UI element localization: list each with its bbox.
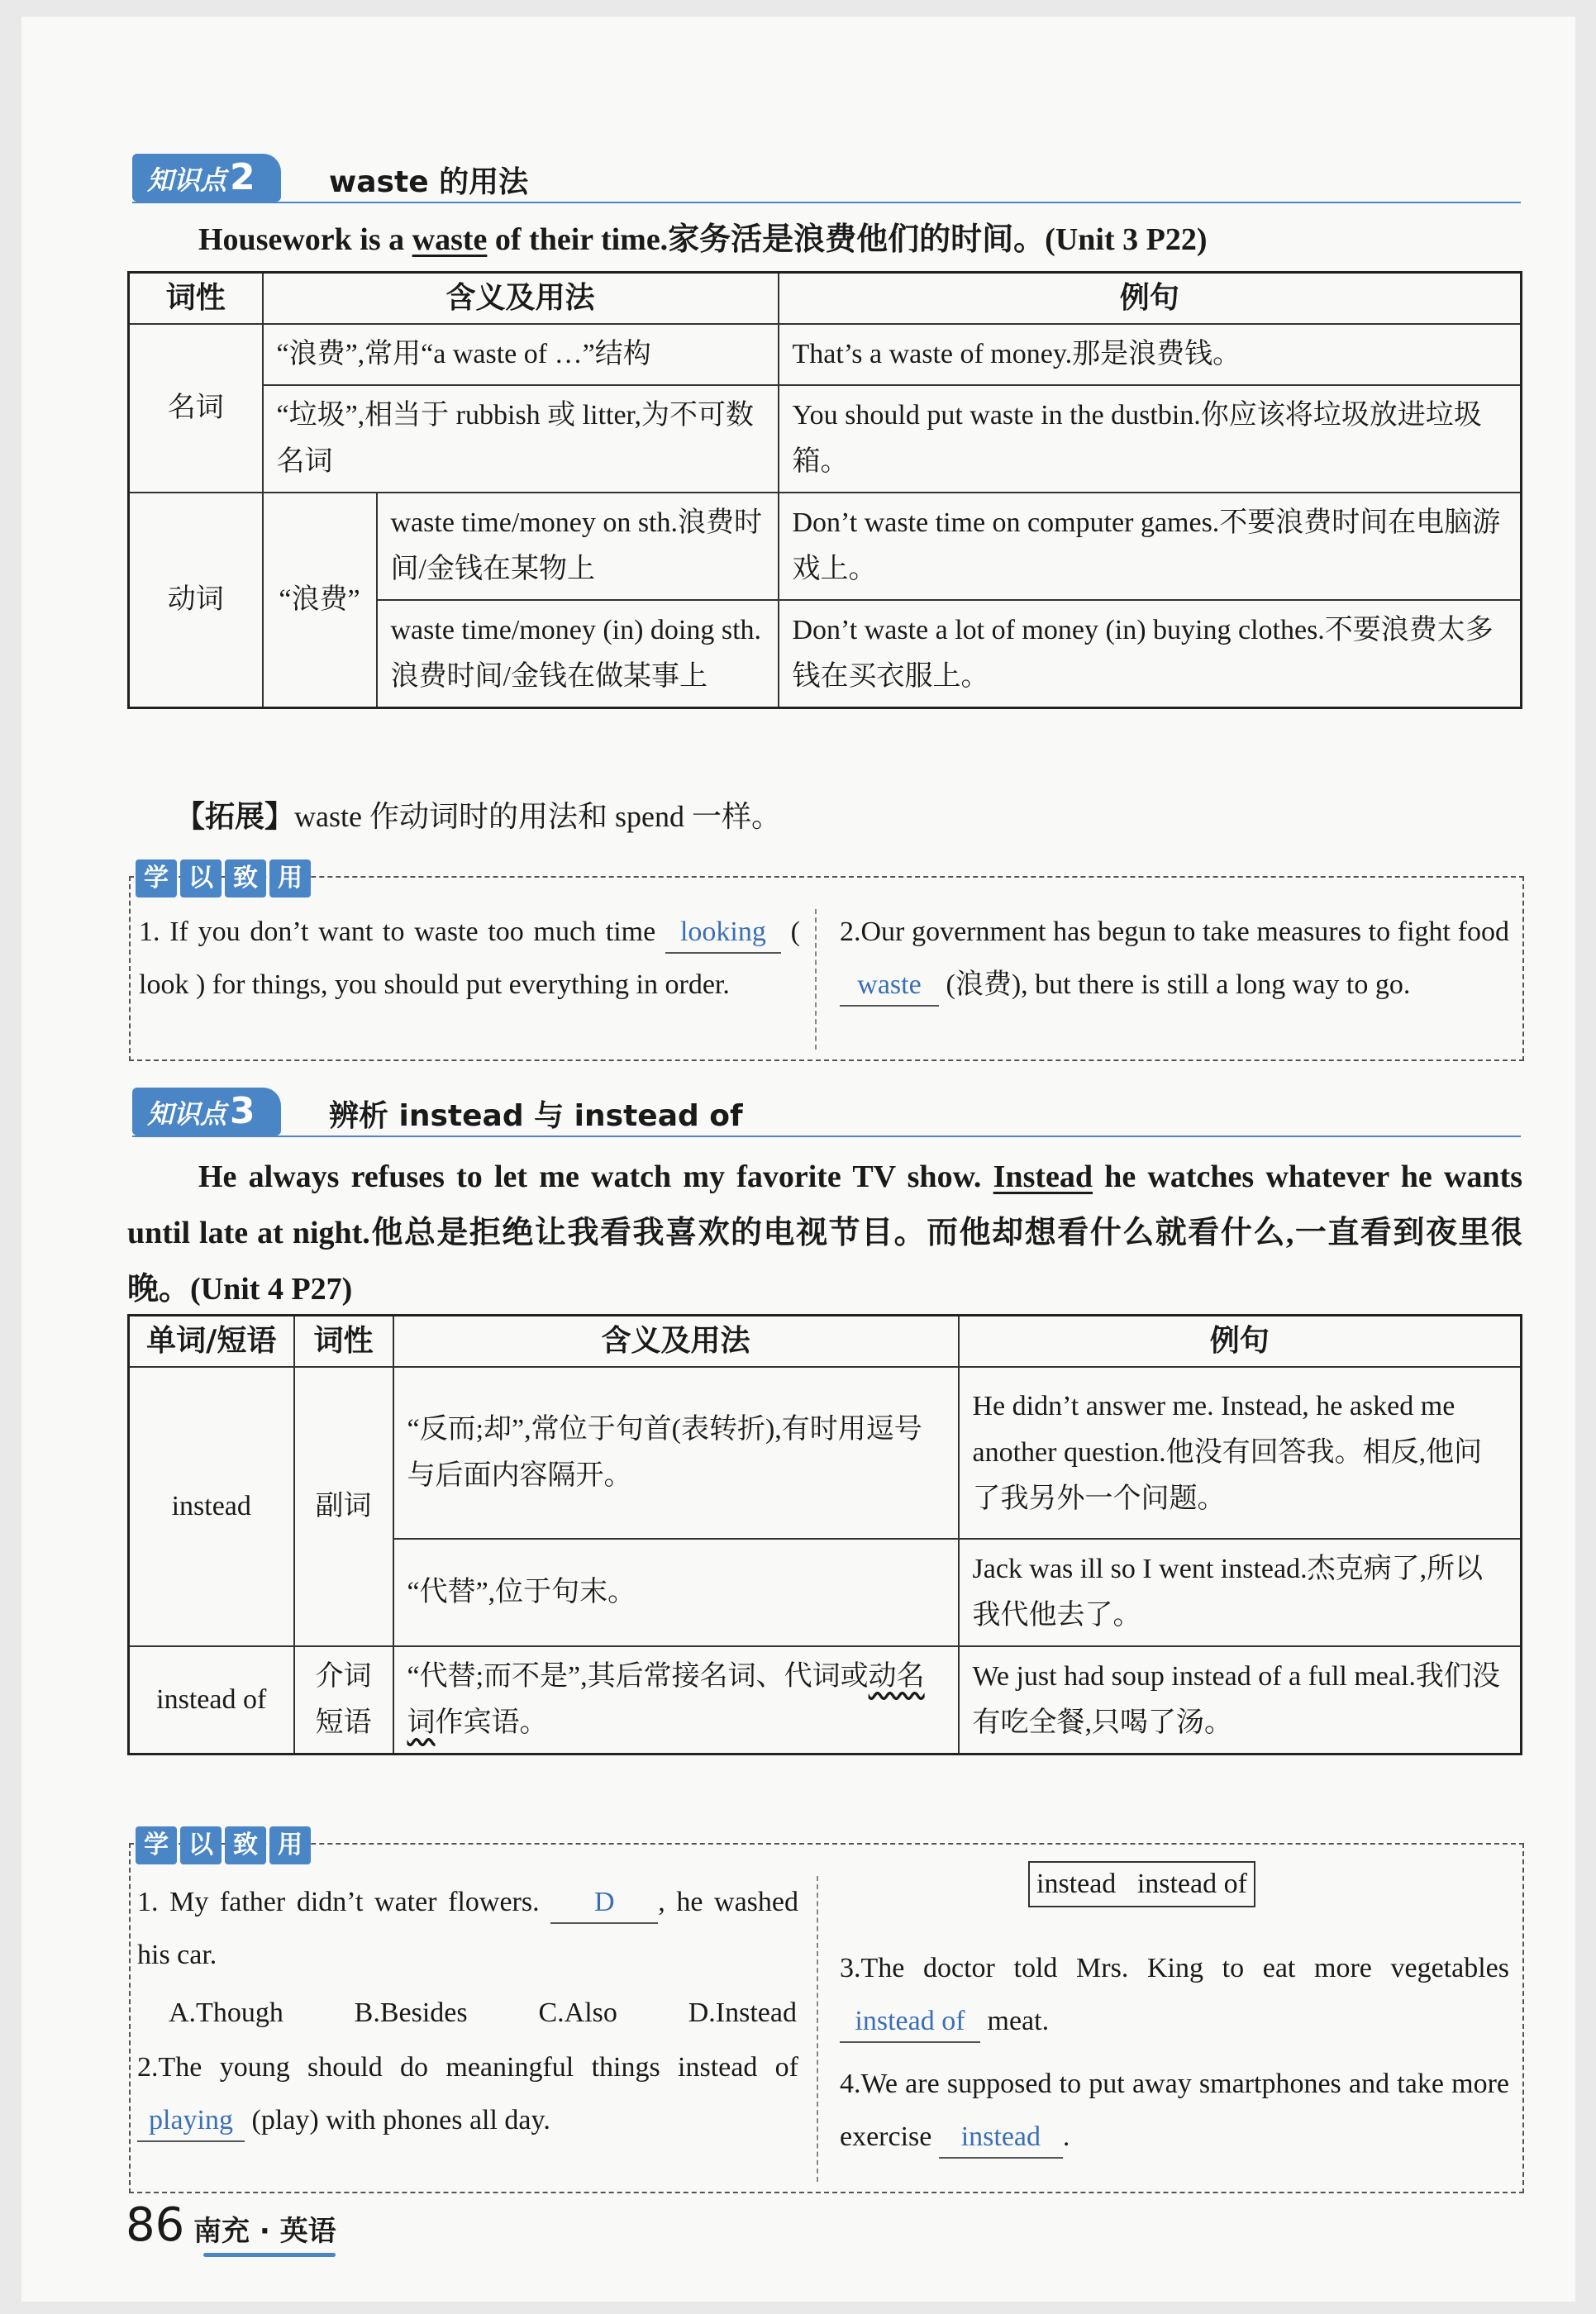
option-d[interactable]: D.Instead (688, 1997, 797, 2028)
word-box-item: instead (1036, 1869, 1117, 1899)
kp3-table-header (129, 1316, 1522, 1368)
kp3-insteadof-usage (393, 1646, 959, 1755)
kp2-noun-pos: 名词 (129, 324, 263, 493)
practice-tag-char: 学 (136, 859, 177, 898)
table-row (129, 1646, 1522, 1755)
kp2-noun-example-2: You should put waste in the dustbin.你应该将垃圾放进垃圾箱。 (779, 385, 1522, 493)
word-box (1028, 1861, 1255, 1907)
p2-q4-answer[interactable]: instead (939, 2117, 1063, 2159)
p2-q1-post: , he washed his car. (137, 1887, 799, 1970)
kp3-insteadof-word: instead of (129, 1646, 294, 1755)
kp3-header-word: 单词/短语 (129, 1316, 294, 1368)
practice-1-divider (815, 909, 817, 1050)
kp3-instead-word: instead (129, 1367, 294, 1646)
kp3-instead-usage-2: “代替”,位于句末。 (393, 1539, 959, 1646)
kp2-rule (132, 202, 1521, 203)
kp2-verb-example-1: Don’t waste time on computer games.不要浪费时间在电脑游戏上。 (779, 493, 1522, 600)
kp3-example-post: he watches whatever he wants until late at night.他总是拒绝让我看我喜欢的电视节目。而他却想看什么就看什么,一直看到夜里很晚。(Unit 4 P27) (127, 1159, 1522, 1307)
kp2-example-pre: Housework is a (198, 222, 412, 257)
table-row (129, 385, 1522, 493)
kp3-insteadof-usage-key: 动名词 (407, 1661, 925, 1738)
kp2-badge-label: 知识点 (147, 164, 227, 196)
p2-q1-pre: 1. My father didn’t water flowers. (137, 1887, 551, 1917)
p1-q2-answer[interactable]: waste (840, 965, 939, 1007)
kp2-noun-usage-1: “浪费”,常用“a waste of …”结构 (263, 324, 779, 385)
kp2-header-pos: 词性 (129, 273, 263, 325)
kp2-table (127, 271, 1522, 709)
kp2-noun-example-1: That’s a waste of money.那是浪费钱。 (779, 324, 1522, 385)
kp3-instead-example-1: He didn’t answer me. Instead, he asked me another question.他没有回答我。相反,他问了我另外一个问题。 (959, 1367, 1522, 1539)
kp3-header-pos: 词性 (294, 1316, 393, 1368)
kp2-verb-usage-2: waste time/money (in) doing sth.浪费时间/金钱在做某事上 (377, 600, 779, 708)
practice-tag-char: 以 (180, 1826, 222, 1864)
practice-tag-char: 用 (269, 1826, 311, 1864)
practice-2-q4 (840, 2058, 1509, 2164)
kp3-example (127, 1149, 1522, 1317)
kp3-badge-label: 知识点 (147, 1098, 227, 1130)
p1-q1-answer[interactable]: looking (665, 912, 781, 954)
kp2-title: waste 的用法 (329, 165, 529, 199)
kp3-instead-pos: 副词 (294, 1367, 393, 1646)
kp3-table (127, 1314, 1522, 1755)
practice-2-q1-options (169, 1987, 797, 2040)
kp2-extend (175, 793, 781, 836)
p2-q4-pre: 4.We are supposed to put away smartphones and take more exercise (840, 2069, 1509, 2152)
kp3-example-key: Instead (993, 1159, 1093, 1194)
p1-q1-post: ( look ) for things, you should put everything in order. (139, 917, 800, 1000)
p2-q4-post: . (1062, 2121, 1070, 2152)
option-b[interactable]: B.Besides (354, 1997, 468, 2028)
kp3-example-pre: He always refuses to let me watch my favorite TV show. (198, 1159, 993, 1194)
kp2-verb-usage-1: waste time/money on sth.浪费时间/金钱在某物上 (377, 493, 779, 600)
kp3-header-example: 例句 (959, 1316, 1522, 1368)
table-row (129, 493, 1522, 600)
kp3-insteadof-usage-pre: “代替;而不是”,其后常接名词、代词或 (407, 1661, 869, 1692)
kp2-example-key: waste (412, 222, 488, 257)
kp2-table-header (129, 273, 1522, 325)
word-box-item: instead of (1136, 1869, 1247, 1899)
p2-q3-post: meat. (980, 2006, 1050, 2036)
kp3-title: 辨析 instead 与 instead of (329, 1099, 743, 1133)
kp2-verb-example-2: Don’t waste a lot of money (in) buying clothes.不要浪费太多钱在买衣服上。 (779, 600, 1522, 708)
page (21, 17, 1575, 2302)
kp2-example-post: of their time.家务活是浪费他们的时间。(Unit 3 P22) (487, 222, 1208, 257)
p1-q2-post: (浪费), but there is still a long way to go. (939, 969, 1411, 1000)
kp3-instead-usage-1: “反而;却”,常位于句首(表转折),有时用逗号与后面内容隔开。 (393, 1367, 959, 1539)
practice-2-q2 (137, 2041, 798, 2147)
practice-tag-char: 致 (225, 1826, 266, 1864)
practice-tag-1 (136, 859, 311, 898)
kp2-header-example: 例句 (779, 273, 1522, 325)
kp2-badge-number: 2 (230, 156, 255, 198)
kp2-extend-text: waste 作动词时的用法和 spend 一样。 (294, 800, 781, 833)
practice-tag-char: 以 (180, 859, 222, 898)
kp3-insteadof-example: We just had soup instead of a full meal.我们没有吃全餐,只喝了汤。 (959, 1646, 1522, 1755)
footer-accent-line (203, 2253, 336, 2257)
kp3-insteadof-usage-post: 作宾语。 (435, 1707, 548, 1738)
kp3-badge-number: 3 (230, 1090, 255, 1132)
kp2-example (198, 213, 1521, 259)
footer-text: 南充 · 英语 (193, 2215, 336, 2248)
practice-tag-char: 学 (136, 1826, 177, 1864)
p1-q2-pre: 2.Our government has begun to take measures to fight food (840, 917, 1509, 947)
kp3-rule (132, 1136, 1521, 1137)
kp2-badge (132, 154, 281, 202)
kp2-header-usage: 含义及用法 (263, 273, 779, 325)
practice-tag-2 (136, 1826, 311, 1864)
p2-q2-answer[interactable]: playing (137, 2101, 245, 2142)
kp2-verb-meaning: “浪费” (263, 493, 377, 708)
p2-q3-answer[interactable]: instead of (840, 2002, 980, 2043)
kp2-verb-pos: 动词 (129, 493, 263, 708)
option-a[interactable]: A.Though (169, 1997, 283, 2028)
page-number: 86 (126, 2198, 185, 2252)
kp3-badge (132, 1088, 281, 1136)
practice-tag-char: 用 (269, 859, 311, 898)
p2-q1-answer[interactable]: D (550, 1883, 658, 1924)
practice-2-q3 (840, 1942, 1509, 2048)
kp2-extend-label: 【拓展】 (175, 800, 295, 834)
table-row (129, 1367, 1522, 1539)
p1-q1-pre: 1. If you don’t want to waste too much time (139, 917, 665, 947)
kp3-instead-example-2: Jack was ill so I went instead.杰克病了,所以我代他去了。 (959, 1539, 1522, 1646)
p2-q2-post: (play) with phones all day. (245, 2105, 550, 2135)
option-c[interactable]: C.Also (538, 1997, 617, 2028)
practice-1-q2 (840, 906, 1509, 1012)
kp3-insteadof-pos: 介词短语 (294, 1646, 393, 1755)
table-row (129, 324, 1522, 385)
practice-tag-char: 致 (225, 859, 266, 898)
kp3-header-usage: 含义及用法 (393, 1316, 959, 1368)
p2-q3-pre: 3.The doctor told Mrs. King to eat more vegetables (840, 1953, 1509, 1983)
kp2-noun-usage-2: “垃圾”,相当于 rubbish 或 litter,为不可数名词 (263, 385, 779, 493)
practice-2-q1 (137, 1876, 798, 1982)
practice-2-divider (817, 1876, 818, 2182)
practice-1-q1 (139, 906, 800, 1012)
p2-q2-pre: 2.The young should do meaningful things instead of (137, 2052, 798, 2083)
